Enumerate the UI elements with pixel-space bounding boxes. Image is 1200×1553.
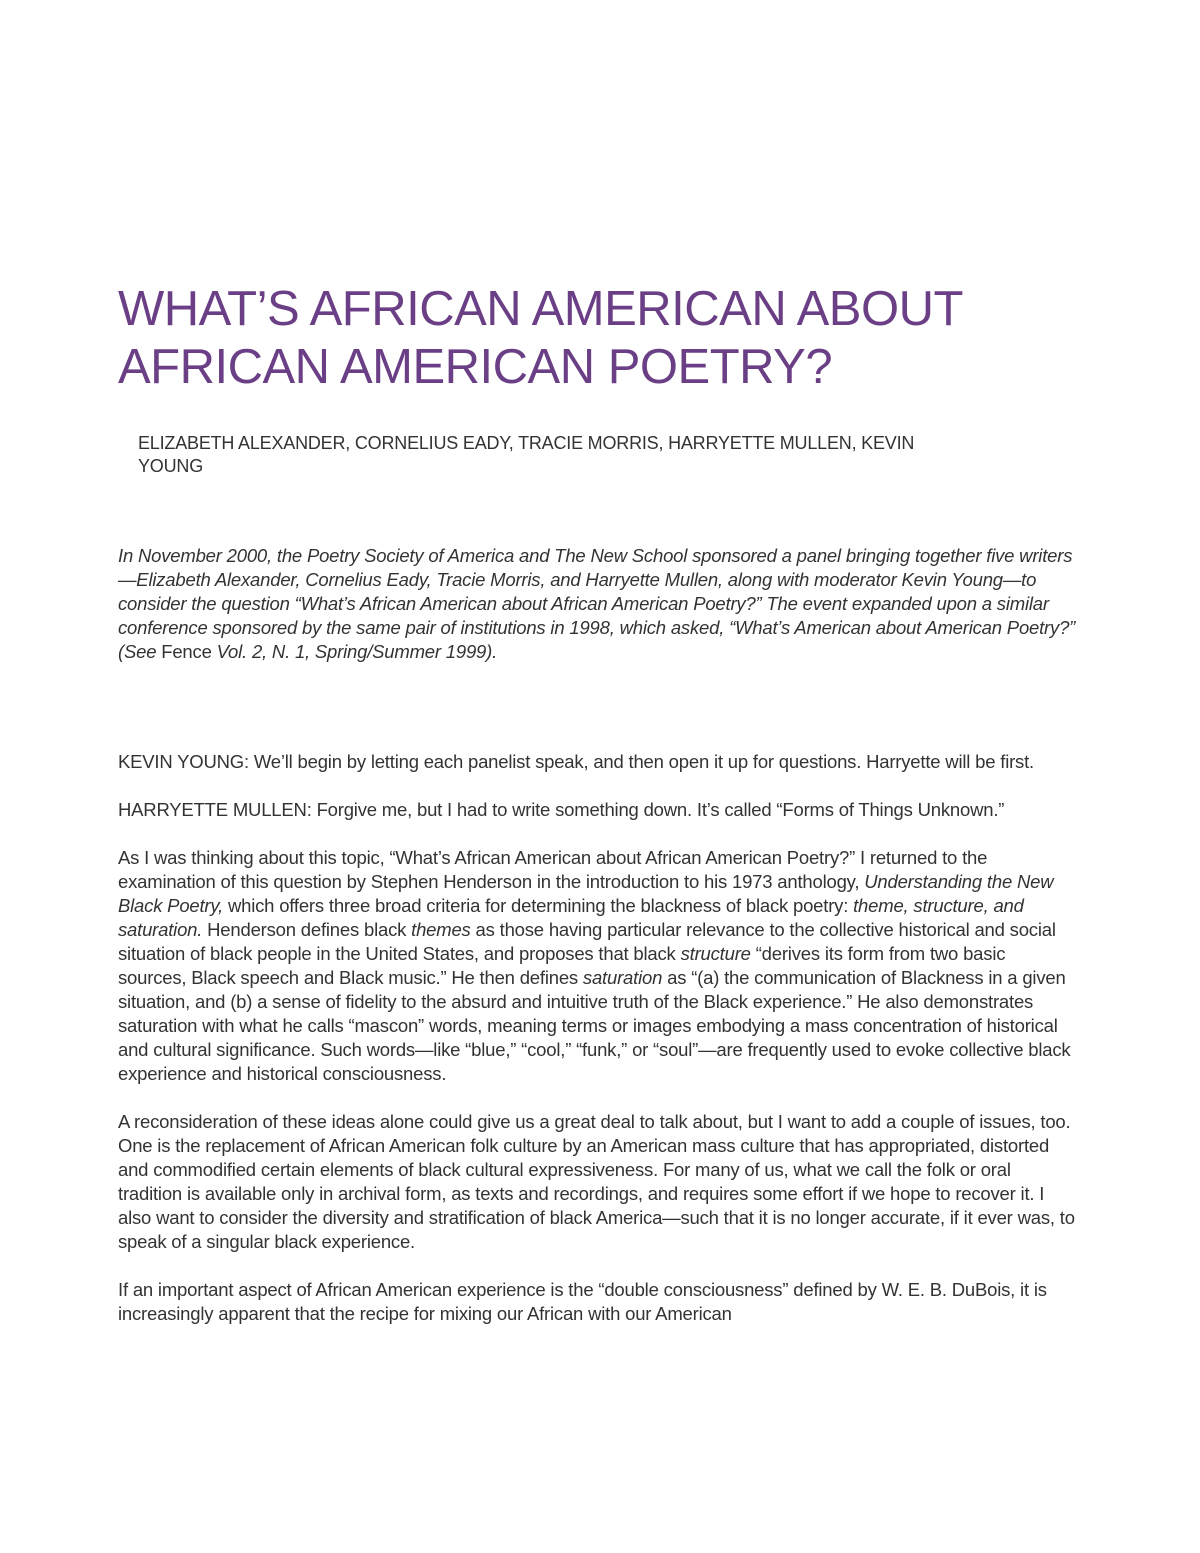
paragraph-young-opening: KEVIN YOUNG: We’ll begin by letting each panelist speak, and then open it up for questions. Harryette will be first. bbox=[118, 751, 1034, 772]
term-saturation: saturation bbox=[582, 967, 663, 988]
text-segment: as “(a) the communication of Blackness in a given situation, and (b) a sense of fidelity to the absurd and intuitive truth of the Black experience.” He also demonstrates saturation with what he calls “mascon” words, meaning terms or images embodying a mass concentration of historical and cultural significance. Such words—like “blue,” “cool,” “funk,” or “soul”—are frequently used to evoke collective black experience and historical consciousness. bbox=[118, 967, 1071, 1084]
term-structure: structure bbox=[680, 943, 751, 964]
paragraph-reconsideration: A reconsideration of these ideas alone could give us a great deal to talk about, but I want to add a couple of issues, too. One is the replacement of African American folk culture by an American mass culture that has appropriated, distorted and commodified certain elements of black cultural expressiveness. For many of us, what we call the folk or oral tradition is available only in archival form, as texts and recordings, and requires some effort if we hope to recover it. I also want to consider the diversity and stratification of black America—such that it is no longer accurate, if it ever was, to speak of a singular black experience. bbox=[118, 1111, 1075, 1252]
term-themes: themes bbox=[411, 919, 471, 940]
text-segment: which offers three broad criteria for determining the blackness of black poetry: bbox=[227, 895, 849, 916]
document-title bbox=[118, 280, 1078, 396]
title-line-1: WHAT’S AFRICAN AMERICAN ABOUT bbox=[118, 282, 963, 336]
fence-journal-name: Fence bbox=[161, 641, 212, 662]
criteria-terms: theme, structure, and saturation. bbox=[118, 895, 1024, 940]
paragraph-double-consciousness: If an important aspect of African American experience is the “double consciousness” defined by W. E. B. DuBois, it is increasingly apparent that the recipe for mixing our African with our American bbox=[118, 1279, 1047, 1324]
text-segment: As I was thinking about this topic, “What’s African American about African American Poetry?” I returned to the examination of this question by Stephen Henderson in the introduction to his 1973 anthology, bbox=[118, 847, 988, 892]
intro-text-1: In November 2000, the Poetry Society of America and The New School sponsored a panel bringing together five writers—Elizabeth Alexander, Cornelius Eady, Tracie Morris, and Harryette Mullen, along with moderator Kevin Young—to consider the question “What’s African American about African American Poetry?” The event expanded upon a similar conference sponsored by the same pair of institutions in 1998, which asked, “What’s American about American Poetry?” (See bbox=[118, 545, 1076, 662]
text-segment: Henderson defines black bbox=[207, 919, 407, 940]
transcript-body bbox=[118, 750, 1078, 1326]
author-list bbox=[138, 432, 1078, 478]
intro-text-2: Vol. 2, N. 1, Spring/Summer 1999). bbox=[216, 641, 498, 662]
authors-line-2: YOUNG bbox=[138, 456, 204, 476]
paragraph-mullen-intro: HARRYETTE MULLEN: Forgive me, but I had to write something down. It’s called “Forms of Things Unknown.” bbox=[118, 799, 1005, 820]
intro-paragraph bbox=[118, 544, 1078, 664]
text-segment: as those having particular relevance to the collective historical and social situation of black people in the United States, and proposes that black bbox=[118, 919, 1056, 964]
text-segment: “derives its form from two basic sources, Black speech and Black music.” He then defines bbox=[118, 943, 1006, 988]
title-line-2: AFRICAN AMERICAN POETRY? bbox=[118, 340, 833, 394]
document-page bbox=[118, 280, 1078, 1350]
paragraph-henderson bbox=[118, 846, 1078, 1086]
authors-line-1: ELIZABETH ALEXANDER, CORNELIUS EADY, TRACIE MORRIS, HARRYETTE MULLEN, KEVIN bbox=[138, 433, 915, 453]
book-title: Understanding the New Black Poetry, bbox=[118, 871, 1054, 916]
